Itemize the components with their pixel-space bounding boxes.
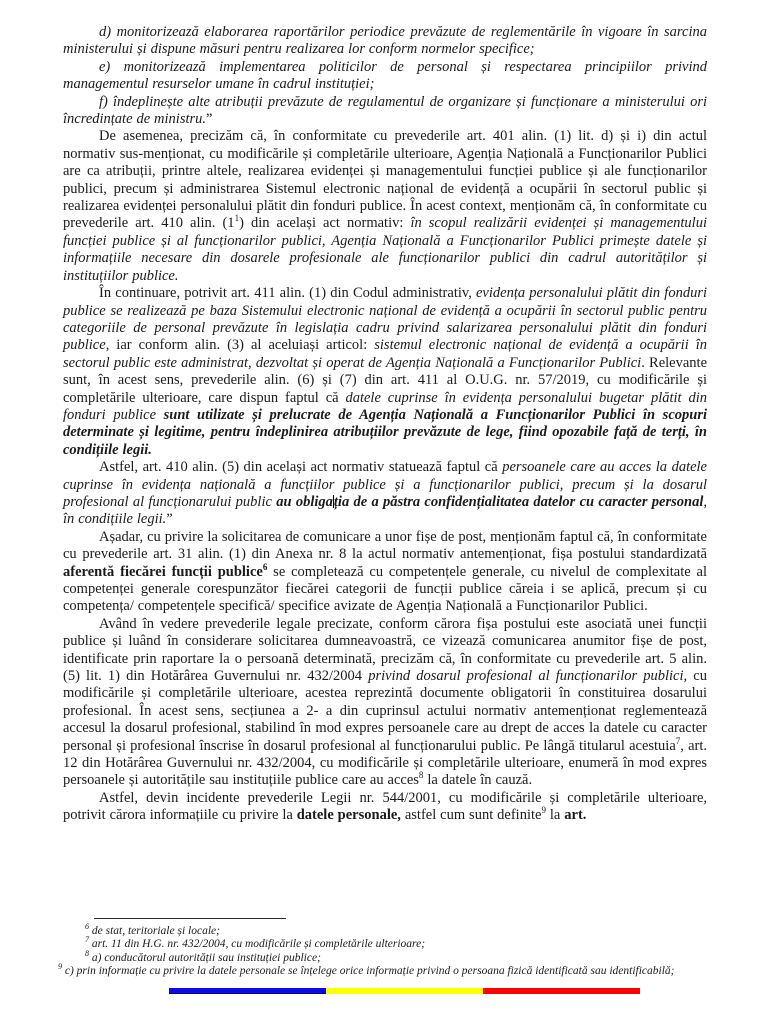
- text-run: , în condițiile legii.: [63, 493, 707, 528]
- text-run: în scopul realizării evidenței și managementului funcției publice și al funcționarilor publici, Agenția Națională a Funcționarilor Publici primește datele și informațiile necesare din dosarele profesionale ale funcționarilor publici din cadrul autorităților și instituțiilor publice.: [63, 215, 707, 284]
- footnote-list: [58, 922, 708, 979]
- paragraph: [63, 616, 707, 790]
- document-body[interactable]: [63, 24, 707, 825]
- text-run: Având în vedere prevederile legale precizate, conform cărora fișa postului este asociată unei funcții publice și luând în considerare solicitarea dumneavoastră, ce vizează comunicarea anumitor fișe de post, identificate prin raportare la o persoană determinată, precizăm că, în conformitate cu prevederile art. 5 alin. (5) lit. 1) din Hotărârea Guvernului nr. 432/2004: [63, 615, 707, 685]
- text-run: În continuare, potrivit art. 411 alin. (1) din Codul administrativ,: [99, 285, 476, 302]
- romanian-flag-bar: [169, 988, 640, 994]
- text-run: au obliga: [276, 493, 333, 510]
- text-run: Astfel, art. 410 alin. (5) din același act normativ statuează faptul că: [99, 459, 503, 476]
- paragraph: [63, 790, 707, 825]
- text-run: privind dosarul profesional al funcționarilor publici,: [368, 668, 688, 685]
- text-run: art.: [564, 807, 587, 824]
- text-run: la datele în cauză.: [423, 772, 533, 789]
- text-run: sunt utilizate și prelucrate de Agenția Națională a Funcționarilor Publici în scopuri determinate și legitime, pentru îndeplinirea atribuțiilor prevăzute de lege, fiind opozabile față de terți, în condițiile legii.: [63, 406, 707, 458]
- text-run: persoanele care au acces la datele cuprinse în evidența națională a funcțiilor publice și a funcționarilor publici, precum și la dosarul profesional al funcționarului public: [63, 459, 707, 510]
- paragraph: [63, 529, 707, 616]
- paragraph: [63, 285, 707, 459]
- paragraph: [63, 59, 707, 94]
- footnote: [58, 962, 708, 978]
- flag-blue-segment: [169, 988, 326, 994]
- text-run: , art. 12 din Hotărârea Guvernului nr. 432/2004, cu modificările și completările ulterioare, enumeră în mod expres persoanele și autoritățile sau instituțiile publice care au acces: [63, 737, 708, 789]
- paragraph: [63, 24, 707, 59]
- footnote-text: art. 11 din H.G. nr. 432/2004, cu modificările și completările ulterioare;: [89, 938, 426, 951]
- footnote-marker: 8: [85, 948, 89, 958]
- text-run: , iar conform alin. (3) al aceluiași articol:: [105, 337, 375, 354]
- footnote: [58, 948, 708, 965]
- text-run: sistemul electronic național de evidență a ocupării în sectorul public este administrat, dezvoltat și operat de Agenția Națională a Funcționarilor Publici: [63, 337, 707, 371]
- text-run: Astfel, devin incidente prevederile Legii nr. 544/2001, cu modificările și completările ulterioare, potrivit cărora informațiile cu privire la: [63, 789, 707, 824]
- text-run: ”: [166, 511, 173, 528]
- flag-red-segment: [483, 988, 640, 994]
- text-run: astfel cum sunt definite: [400, 807, 542, 824]
- text-run: ) din același act normativ:: [239, 215, 411, 232]
- text-run: cu modificările și completările ulterioare, acestea reprezintă documente obligatorii în constituirea dosarului profesional. În acest sens, secțiunea a 2- a din cuprinsul actului normativ antemenționat reglementează accesul la dosarul profesional, stabilind în mod expres persoanele care au drept de acces la datele cu caracter personal și profesional înscrise în dosarul profesional al funcționarului public. Pe lângă titularul acestuia: [63, 668, 707, 754]
- text-run: 7: [675, 735, 681, 746]
- text-run: se completează cu competențele generale, cu nivelul de complexitate al competenței generale corespunzător fiecărei categorii de funcții publice căreia i se aplică, precum și cu competența/ competențele specifică/ specifice avizate de Agenția Națională a Funcționarilor Publici.: [63, 563, 707, 615]
- footnote-text: de stat, teritoriale și locale;: [89, 925, 220, 937]
- text-run: la: [545, 807, 565, 824]
- footnote-separator: [94, 918, 286, 919]
- text-run: . Relevante sunt, în acest sens, prevederile alin. (6) și (7) din art. 411 al O.U.G. nr. 57/2019, cu modificările și completările ulterioare, care dispun faptul că: [63, 354, 708, 406]
- footnote-text: c) prin informație cu privire la datele personale se înțelege orice informație privind o persoana fizică identificată sau identificabilă;: [62, 965, 675, 978]
- footnote-text: a) conducătorul autorității sau instituției publice;: [89, 951, 321, 964]
- paragraph: [63, 94, 707, 129]
- paragraph: [63, 128, 707, 285]
- text-run: Așadar, cu privire la solicitarea de comunicare a unor fișe de post, menționăm faptul că, în conformitate cu prevederile art. 31 alin. (1) din Anexa nr. 8 la actul normativ antemenționat, fișa postului standardizată: [63, 528, 707, 563]
- footnote-area: [58, 918, 708, 979]
- text-run: e) monitorizează implementarea politicilor de personal și respectarea principiilor privind managementul resurselor umane în cadrul instituției;: [63, 58, 707, 93]
- text-run: d) monitorizează elaborarea raportărilor periodice prevăzute de reglementările în vigoare în sarcina ministerului și dispune măsuri pentru realizarea lor conform normelor specifice;: [63, 24, 707, 58]
- text-run: 8: [418, 770, 424, 781]
- text-run: 1: [234, 213, 240, 224]
- text-run: De asemenea, precizăm că, în conformitate cu prevederile art. 401 alin. (1) lit. d) și i) din actul normativ sus-menționat, cu modificările și completările ulterioare, Agenția Națională a Funcționarilor Publici are ca atribuții, printre altele, realizarea evidenței și managementului funcției publice și ale funcționarilor publici, precum și administrarea Sistemul electronic național de evidență a ocupării în sectorul public și realizarea evidenței personalului plătit din fonduri publice. În acest context, menționăm că, în conformitate cu prevederile art. 410 alin. (1: [63, 128, 707, 232]
- text-run: aferentă fiecărei funcții publice: [63, 563, 263, 580]
- footnote-marker: 9: [58, 962, 62, 972]
- text-run: 9: [541, 805, 546, 816]
- footnote: [58, 935, 708, 951]
- text-run: evidența personalului plătit din fonduri publice se realizează pe baza Sistemului electronic național de evidență a ocupării în sectorul public pentru categoriile de personal prevăzute în legislația cadru privind salarizarea personalului plătit din fonduri publice: [63, 285, 707, 354]
- footnote: [58, 922, 708, 938]
- flag-yellow-segment: [326, 988, 483, 994]
- text-run: ția de a păstra confidențialitatea datelor cu caracter personal: [333, 493, 704, 510]
- paragraph: [63, 459, 707, 529]
- text-run: datele personale,: [296, 807, 401, 824]
- footnote-marker: 6: [85, 922, 89, 932]
- text-run: f) îndeplinește alte atribuții prevăzute de regulamentul de organizare și funcționare a ministerului ori încredințate de ministru.: [63, 93, 707, 128]
- footnote-marker: 7: [85, 935, 89, 945]
- text-run: ”: [206, 111, 213, 128]
- text-run: datele cuprinse în evidența personalului bugetar plătit din fonduri publice: [63, 389, 707, 423]
- text-run: 6: [262, 561, 268, 572]
